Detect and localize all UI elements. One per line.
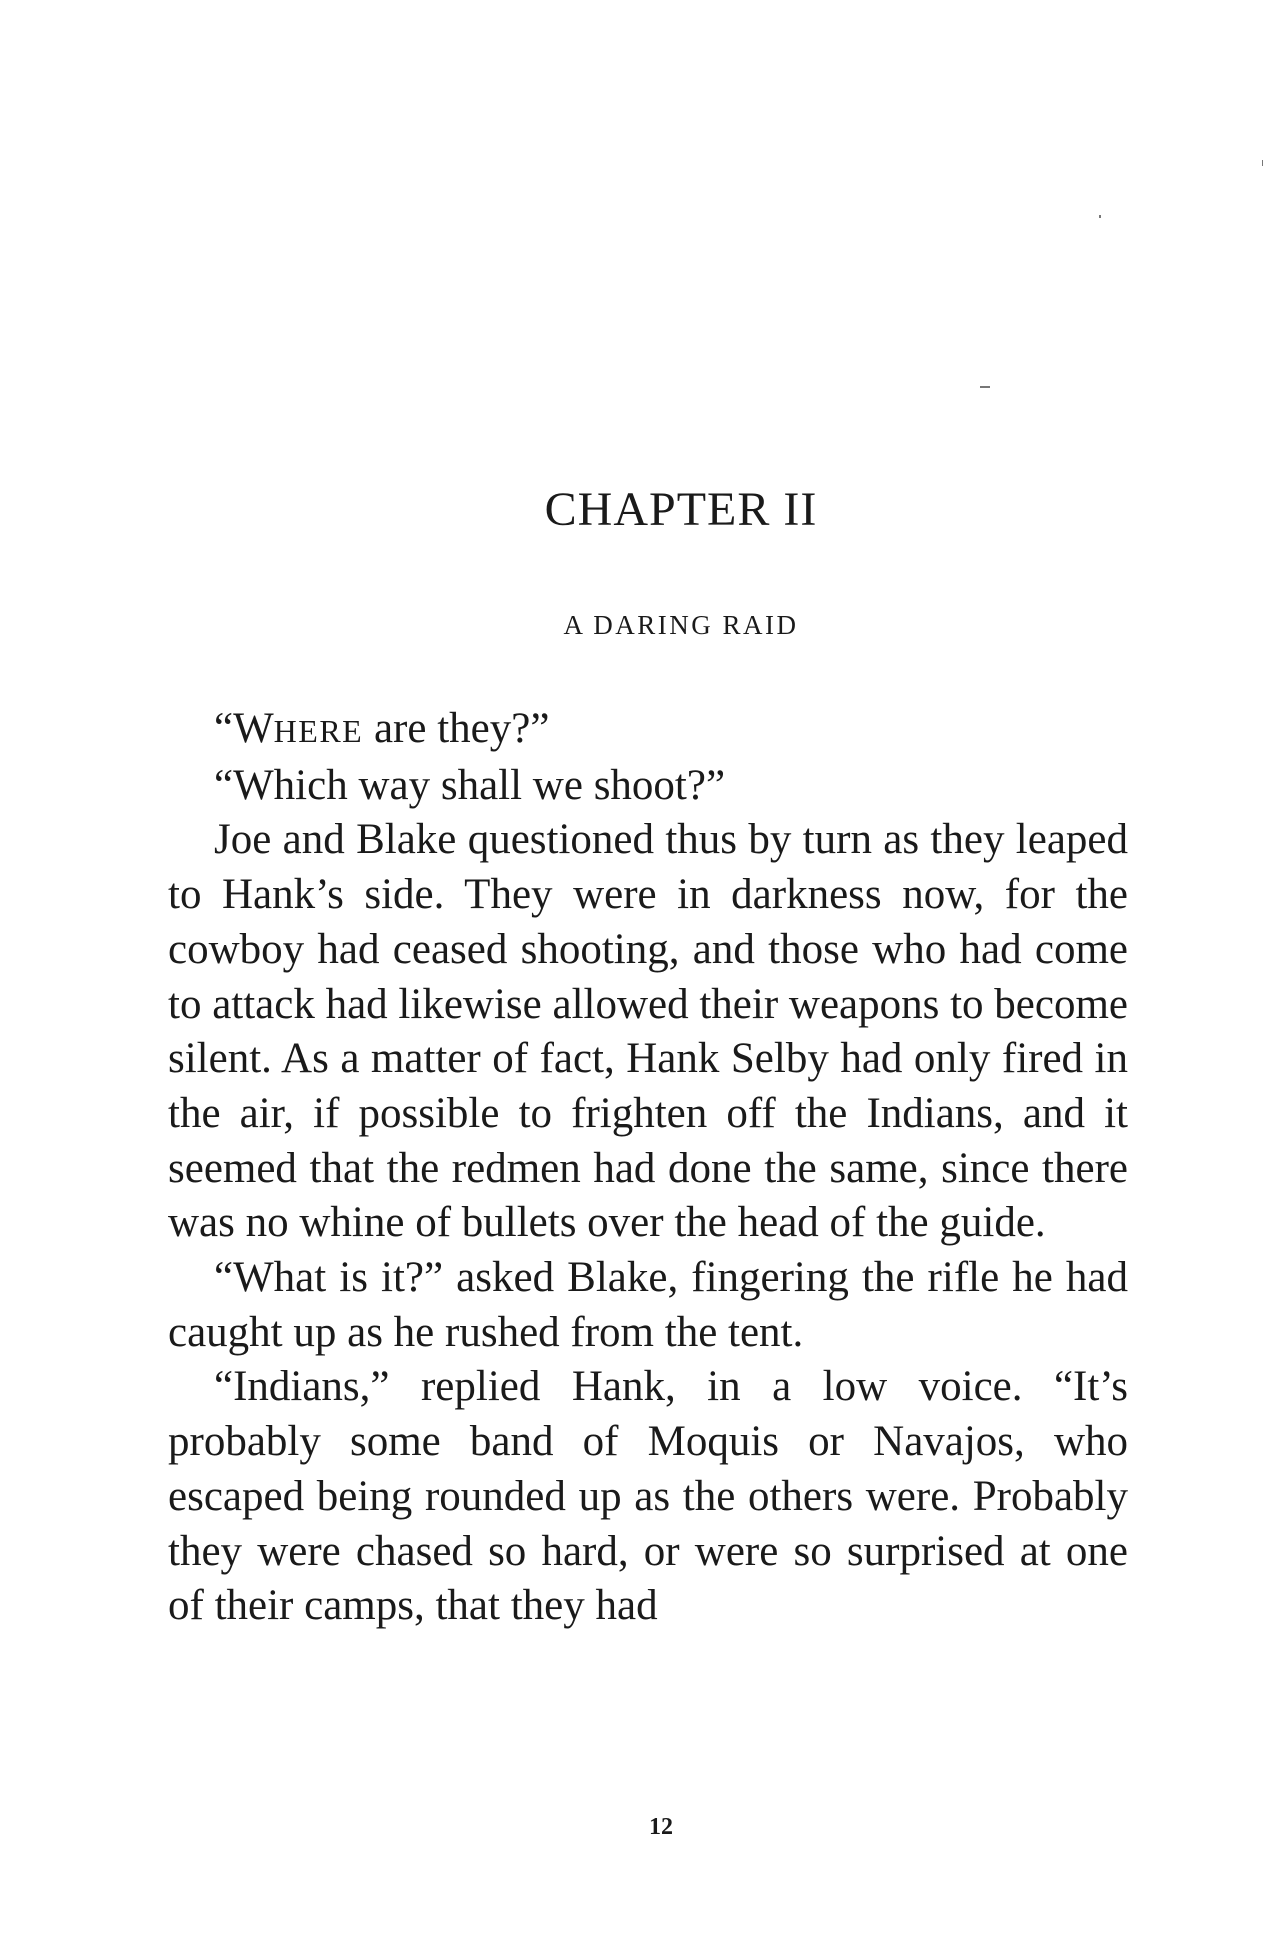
scan-speck xyxy=(1262,160,1263,166)
chapter-title: A DARING RAID xyxy=(563,610,799,640)
chapter-heading: CHAPTER II xyxy=(544,483,818,536)
paragraph-rest: are they?” xyxy=(363,705,550,752)
page-number: 12 xyxy=(649,1814,673,1840)
paragraph: “Which way shall we shoot?” xyxy=(214,761,726,809)
scan-speck xyxy=(1099,215,1101,218)
small-caps-word: HERE xyxy=(273,713,364,749)
drop-lead: “W xyxy=(214,705,274,752)
paragraph: Joe and Blake questioned thus by turn as they leaped to Hank’s side. They were in darkness now, for the cowboy had ceased shooting, and those who had come to attack had likewise allowed their weapons to become silent. As a matter of fact, Hank Selby had only fired in the air, if possible to frighten off the Indians, and it seemed that the redmen had done the same, since there was no whine of bullets over the head of the guide. xyxy=(168,816,1129,1247)
scan-speck xyxy=(980,386,990,388)
body-text xyxy=(168,702,1128,1634)
paragraph xyxy=(168,702,1128,759)
paragraph: “What is it?” asked Blake, fingering the rifle he had caught up as he rushed from the tent. xyxy=(168,1254,1128,1356)
paragraph: “Indians,” replied Hank, in a low voice. “It’s probably some band of Moquis or Navajos, who escaped being rounded up as the others were. Probably they were chased so hard, or were so surprised at one of their camps, that they had xyxy=(168,1363,1128,1630)
